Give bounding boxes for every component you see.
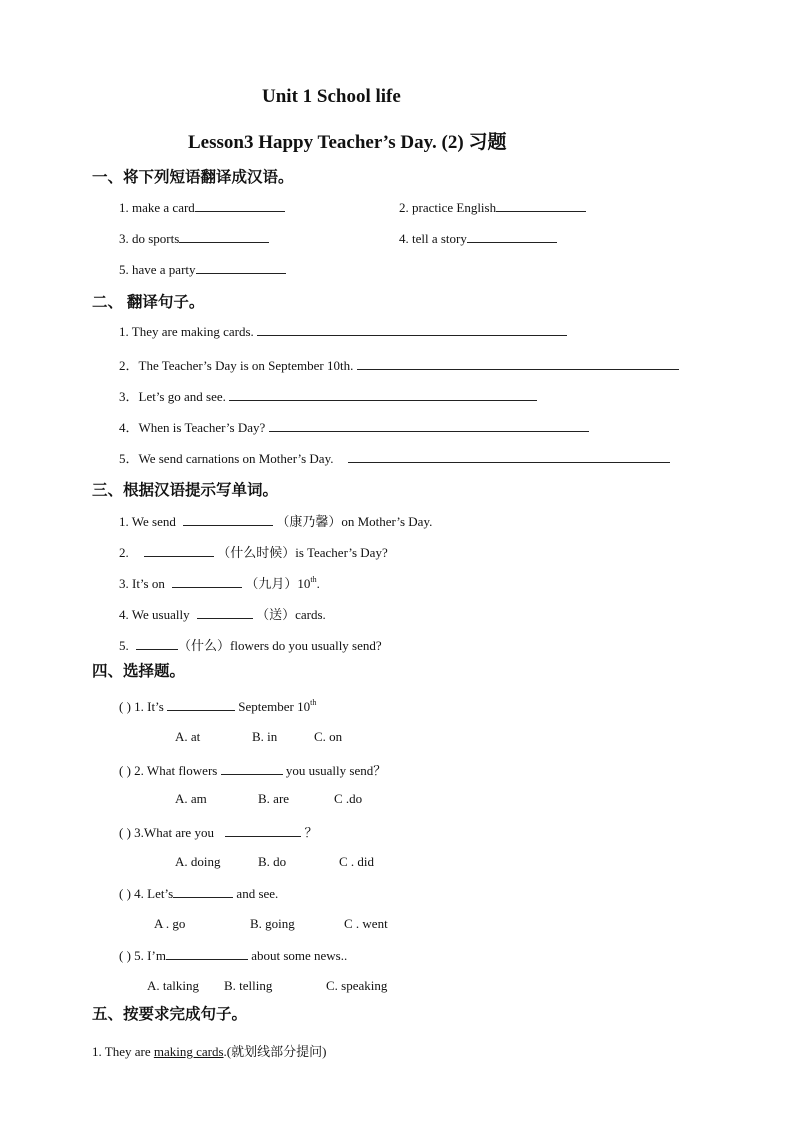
s1-item-1 <box>119 199 285 216</box>
mc-q1-after: September 10 <box>238 699 311 714</box>
answer-blank[interactable] <box>229 388 537 401</box>
s3-q3-hint: （九月） <box>245 576 298 591</box>
mc-q5-option-b[interactable]: B. telling <box>224 978 273 993</box>
mc-question-2 <box>119 760 386 779</box>
mc-q1-option-c[interactable]: C. on <box>314 729 343 744</box>
s2-item-3-text: 3．Let’s go and see. <box>119 389 226 404</box>
answer-blank[interactable] <box>144 544 214 557</box>
answer-blank[interactable] <box>467 230 557 243</box>
mc-q4-option-a[interactable]: A . go <box>154 916 186 931</box>
s1-item-1-text: 1. make a card <box>119 200 195 215</box>
s2-item-5 <box>119 448 670 467</box>
s1-item-5 <box>119 261 286 278</box>
s1-item-5-text: 5. have a party <box>119 262 196 277</box>
mc-question-5 <box>119 947 347 964</box>
mc-q2-option-b[interactable]: B. are <box>258 791 290 806</box>
s5-q1-after: .(就划线部分提问) <box>223 1044 327 1059</box>
answer-paren[interactable]: ( ) <box>119 699 131 714</box>
s3-item-2 <box>119 542 388 561</box>
s3-item-4 <box>119 604 326 623</box>
s3-q3-sup: th <box>310 575 317 584</box>
s1-item-2 <box>399 199 586 216</box>
s5-q1-before: 1. They are <box>92 1044 154 1059</box>
s5-q1-underlined: making cards <box>153 1044 224 1059</box>
mc-q3-stem: 3.What are you <box>134 825 214 840</box>
s2-item-1 <box>119 323 567 340</box>
answer-blank[interactable] <box>172 575 242 588</box>
mc-q5-after: about some news.. <box>251 948 348 963</box>
s2-item-2 <box>119 355 679 374</box>
mc-question-3 <box>119 822 317 841</box>
s3-item-3 <box>119 573 320 592</box>
s3-q1-hint: （康乃馨） <box>276 514 342 529</box>
mc-q4-stem: 4. Let’s <box>134 886 174 901</box>
mc-q3-option-c[interactable]: C . did <box>339 854 375 869</box>
s3-q1-num: 1. We send <box>119 514 176 529</box>
lesson-title: Lesson3 Happy Teacher’s Day. (2) 习题 <box>188 132 507 153</box>
answer-paren[interactable]: ( ) <box>119 763 131 778</box>
section4-heading: 四、选择题。 <box>92 663 186 680</box>
answer-paren[interactable]: ( ) <box>119 825 131 840</box>
mc-q2-option-c[interactable]: C .do <box>334 791 363 806</box>
s2-item-4 <box>119 417 589 436</box>
s3-q4-num: 4. We usually <box>119 607 190 622</box>
answer-blank[interactable] <box>221 762 283 775</box>
section2-heading: 二、 翻译句子。 <box>92 294 205 311</box>
answer-blank[interactable] <box>166 947 248 960</box>
s3-q1-after: on Mother’s Day. <box>341 514 433 529</box>
answer-blank[interactable] <box>196 261 286 274</box>
answer-blank[interactable] <box>257 323 567 336</box>
mc-q3-option-b[interactable]: B. do <box>258 854 287 869</box>
mc-question-4 <box>119 885 278 902</box>
s1-item-4 <box>399 230 557 247</box>
s3-item-5 <box>119 635 382 654</box>
s3-q5-hint: （什么） <box>178 638 231 653</box>
s3-q3-num: 3. It’s on <box>119 576 165 591</box>
mc-q1-stem: 1. It’s <box>134 699 164 714</box>
answer-blank[interactable] <box>167 698 235 711</box>
mc-q1-option-b[interactable]: B. in <box>252 729 278 744</box>
mc-q3-after: ？ <box>304 825 318 840</box>
mc-q5-stem: 5. I’m <box>134 948 166 963</box>
mc-q5-option-c[interactable]: C. speaking <box>326 978 388 993</box>
s3-q4-after: cards. <box>295 607 326 622</box>
s1-item-3 <box>119 230 269 247</box>
answer-paren[interactable]: ( ) <box>119 948 131 963</box>
answer-blank[interactable] <box>136 637 178 650</box>
s3-item-1 <box>119 511 432 530</box>
s2-item-4-text: 4．When is Teacher’s Day? <box>119 420 266 435</box>
s3-q2-after: is Teacher’s Day? <box>295 545 388 560</box>
s2-item-1-text: 1. They are making cards. <box>119 324 254 339</box>
s2-item-5-text: 5．We send carnations on Mother’s Day. <box>119 451 334 466</box>
s3-q5-num: 5. <box>119 638 129 653</box>
s1-item-4-text: 4. tell a story <box>399 231 467 246</box>
mc-q2-option-a[interactable]: A. am <box>175 791 207 806</box>
answer-blank[interactable] <box>225 824 301 837</box>
s2-item-3 <box>119 386 537 405</box>
s1-item-3-text: 3. do sports <box>119 231 180 246</box>
s2-item-2-text: 2．The Teacher’s Day is on September 10th. <box>119 358 354 373</box>
mc-question-1 <box>119 698 316 715</box>
mc-q4-option-c[interactable]: C . went <box>344 916 388 931</box>
mc-q2-stem: 2. What flowers <box>134 763 218 778</box>
answer-blank[interactable] <box>357 357 679 370</box>
mc-q2-after: you usually send？ <box>285 763 387 778</box>
s1-item-2-text: 2. practice English <box>399 200 497 215</box>
mc-q1-option-a[interactable]: A. at <box>175 729 201 744</box>
answer-blank[interactable] <box>183 513 273 526</box>
answer-blank[interactable] <box>269 419 589 432</box>
answer-blank[interactable] <box>496 199 586 212</box>
section3-heading: 三、根据汉语提示写单词。 <box>92 482 279 499</box>
s3-q2-num: 2. <box>119 545 129 560</box>
s3-q2-hint: （什么时候） <box>217 545 296 560</box>
mc-q1-sup: th <box>310 698 317 707</box>
answer-blank[interactable] <box>173 885 233 898</box>
answer-blank[interactable] <box>197 606 253 619</box>
mc-q5-option-a[interactable]: A. talking <box>147 978 199 993</box>
section5-heading: 五、按要求完成句子。 <box>92 1006 248 1023</box>
answer-blank[interactable] <box>195 199 285 212</box>
s3-q3-end: . <box>316 576 320 591</box>
mc-q4-after: and see. <box>236 886 279 901</box>
s3-q3-after: 10 <box>297 576 311 591</box>
answer-blank[interactable] <box>348 450 670 463</box>
unit-title: Unit 1 School life <box>262 86 401 107</box>
answer-paren[interactable]: ( ) <box>119 886 131 901</box>
mc-q3-option-a[interactable]: A. doing <box>175 854 221 869</box>
s5-item-1 <box>92 1041 326 1060</box>
mc-q4-option-b[interactable]: B. going <box>250 916 295 931</box>
answer-blank[interactable] <box>179 230 269 243</box>
s3-q5-after: flowers do you usually send? <box>230 638 382 653</box>
s3-q4-hint: （送） <box>256 607 296 622</box>
section1-heading: 一、将下列短语翻译成汉语。 <box>92 169 294 186</box>
